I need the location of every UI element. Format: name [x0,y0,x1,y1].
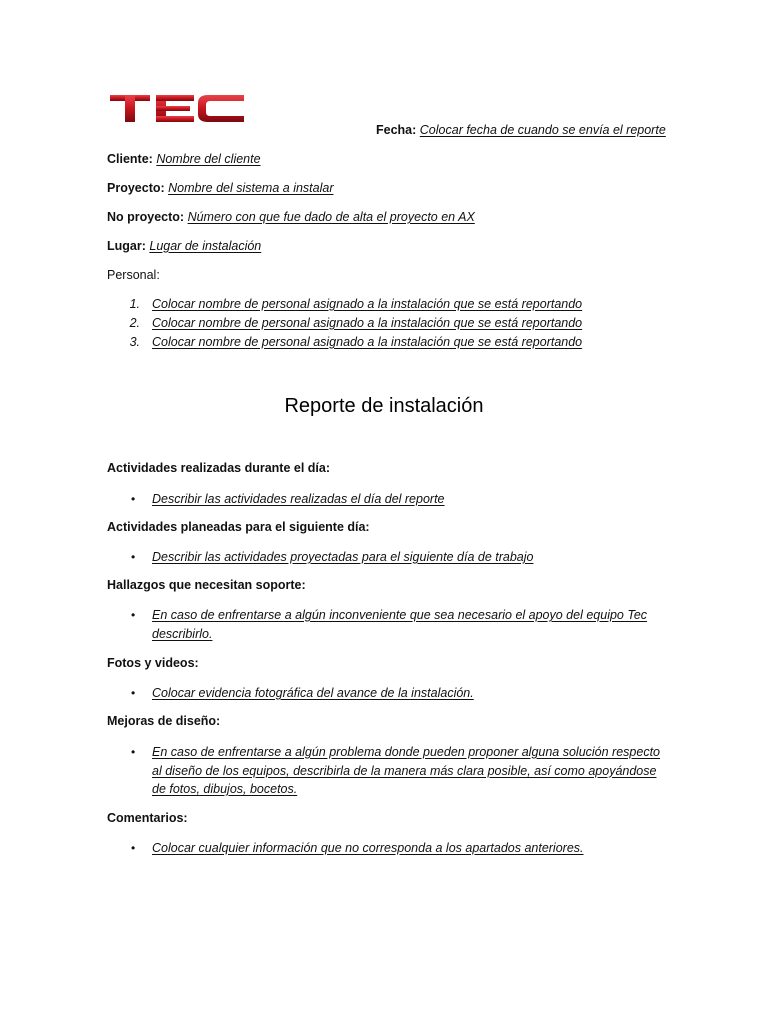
personal-item-number: 1. [129,297,140,311]
section-heading-mejoras: Mejoras de diseño: [107,714,221,728]
no-proyecto-label: No proyecto: [107,210,185,224]
bullet-icon: • [131,841,136,855]
personal-item: Colocar nombre de personal asignado a la instalación que se está reportando [152,335,583,349]
tec-logo [108,92,248,128]
section-heading-hallazgos: Hallazgos que necesitan soporte: [107,578,306,592]
bullet-icon: • [131,686,136,700]
cliente-label: Cliente: [107,152,153,166]
lugar-row [107,238,261,254]
comentarios-item: Colocar cualquier información que no corresponda a los apartados anteriores. [152,841,584,855]
personal-item: Colocar nombre de personal asignado a la instalación que se está reportando [152,316,583,330]
personal-item-number: 3. [129,335,140,349]
personal-item: Colocar nombre de personal asignado a la instalación que se está reportando [152,297,583,311]
fecha-row [376,122,666,138]
section-heading-comentarios: Comentarios: [107,811,188,825]
actividades-planeadas-item: Describir las actividades proyectadas para el siguiente día de trabajo [152,550,534,564]
cliente-value: Nombre del cliente [156,152,261,166]
proyecto-row [107,180,334,196]
mejoras-item-line: En caso de enfrentarse a algún problema donde pueden proponer alguna solución respecto [152,745,661,759]
mejoras-item-line: al diseño de los equipos, describirla de la manera más clara posible, así como apoyándose [152,763,657,778]
fecha-label: Fecha: [376,123,417,137]
cliente-row [107,151,261,167]
mejoras-item-line: de fotos, dibujos, bocetos. [152,782,298,796]
no-proyecto-value: Número con que fue dado de alta el proyecto en AX [187,210,475,224]
lugar-value: Lugar de instalación [149,239,262,253]
bullet-icon: • [131,745,136,759]
mejoras-item [152,743,660,799]
proyecto-value: Nombre del sistema a instalar [168,181,334,195]
bullet-icon: • [131,608,136,622]
hallazgos-item [152,606,647,643]
no-proyecto-row [107,209,475,225]
report-title: Reporte de instalación [284,395,484,417]
bullet-icon: • [131,492,136,506]
section-heading-fotos: Fotos y videos: [107,656,199,670]
lugar-label: Lugar: [107,239,146,253]
fecha-value: Colocar fecha de cuando se envía el reporte [419,123,666,137]
bullet-icon: • [131,550,136,564]
hallazgos-item-line: En caso de enfrentarse a algún inconveniente que sea necesario el apoyo del equipo Tec [152,608,648,622]
fotos-item: Colocar evidencia fotográfica del avance de la instalación. [152,686,474,700]
personal-label: Personal: [107,268,160,282]
section-heading-actividades-realizadas: Actividades realizadas durante el día: [107,461,330,475]
hallazgos-item-line: describirlo. [152,626,213,641]
actividades-realizadas-item: Describir las actividades realizadas el día del reporte [152,492,445,506]
section-heading-actividades-planeadas: Actividades planeadas para el siguiente día: [107,520,370,534]
personal-item-number: 2. [129,316,140,330]
proyecto-label: Proyecto: [107,181,165,195]
